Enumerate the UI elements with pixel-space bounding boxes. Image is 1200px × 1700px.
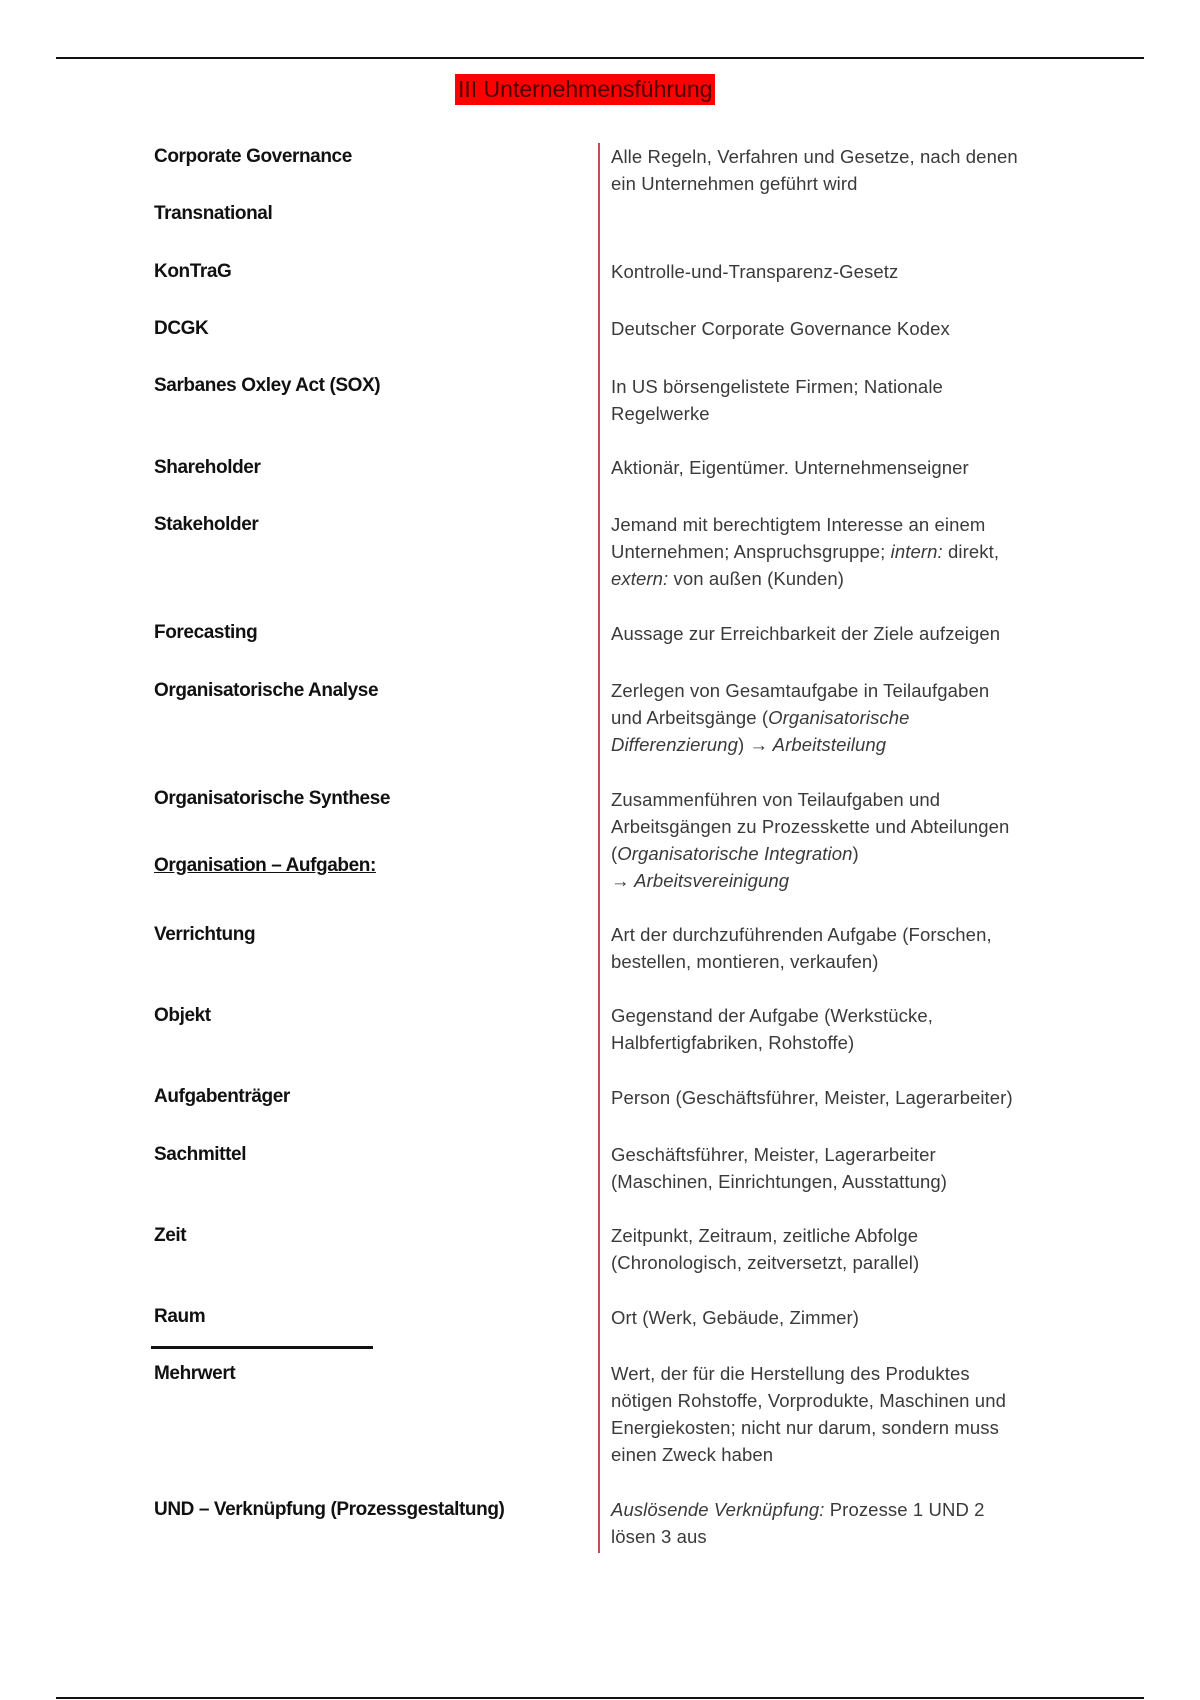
def-corporate-governance: Alle Regeln, Verfahren und Gesetze, nach denen ein Unternehmen geführt wird — [611, 146, 1018, 194]
def-mehrwert: Wert, der für die Herstellung des Produktes nötigen Rohstoffe, Vorprodukte, Maschinen und Energiekosten; nicht nur darum, sondern muss einen Zweck haben — [611, 1363, 1006, 1465]
top-rule — [56, 57, 1144, 59]
def-zeit: Zeitpunkt, Zeitraum, zeitliche Abfolge (Chronologisch, zeitversetzt, parallel) — [611, 1225, 920, 1273]
term-sachmittel: Sachmittel — [154, 1144, 247, 1165]
def-sox: In US börsengelistete Firmen; Nationale Regelwerke — [611, 376, 943, 424]
term-org-synthese: Organisatorische Synthese — [154, 788, 391, 809]
def-forecasting: Aussage zur Erreichbarkeit der Ziele aufzeigen — [611, 623, 1001, 644]
def-objekt: Gegenstand der Aufgabe (Werkstücke, Halbfertigfabriken, Rohstoffe) — [611, 1005, 933, 1053]
term-org-analyse: Organisatorische Analyse — [154, 680, 379, 701]
def-kontrag: Kontrolle-und-Transparenz-Gesetz — [611, 261, 899, 282]
column-divider — [598, 143, 600, 1553]
term-dcgk: DCGK — [154, 318, 209, 339]
def-dcgk: Deutscher Corporate Governance Kodex — [611, 318, 950, 339]
def-shareholder: Aktionär, Eigentümer. Unternehmenseigner — [611, 457, 969, 478]
term-sox: Sarbanes Oxley Act (SOX) — [154, 375, 381, 396]
section-rule — [151, 1346, 373, 1349]
def-sachmittel: Geschäftsführer, Meister, Lagerarbeiter (Maschinen, Einrichtungen, Ausstattung) — [611, 1144, 948, 1192]
term-raum: Raum — [154, 1306, 206, 1327]
term-aufgabentraeger: Aufgabenträger — [154, 1086, 290, 1107]
term-forecasting: Forecasting — [154, 622, 258, 643]
arrow-right-icon: → — [749, 734, 769, 755]
term-shareholder: Shareholder — [154, 457, 261, 478]
bottom-rule — [56, 1697, 1144, 1699]
page-title: III Unternehmensführung — [455, 74, 715, 105]
term-kontrag: KonTraG — [154, 261, 232, 282]
term-verrichtung: Verrichtung — [154, 924, 256, 945]
term-mehrwert: Mehrwert — [154, 1363, 236, 1384]
def-stakeholder: Jemand mit berechtigtem Interesse an einem Unternehmen; Anspruchsgruppe; intern: direkt, extern: von außen (Kunden) — [611, 514, 1000, 589]
def-verrichtung: Art der durchzuführenden Aufgabe (Forschen, bestellen, montieren, verkaufen) — [611, 924, 992, 972]
term-stakeholder: Stakeholder — [154, 514, 259, 535]
term-transnational: Transnational — [154, 203, 273, 224]
def-raum: Ort (Werk, Gebäude, Zimmer) — [611, 1307, 860, 1328]
term-org-aufgaben-heading: Organisation – Aufgaben: — [154, 855, 376, 876]
arrow-right-icon: → — [611, 870, 630, 891]
def-aufgabentraeger: Person (Geschäftsführer, Meister, Lagerarbeiter) — [611, 1087, 1013, 1108]
term-corporate-governance: Corporate Governance — [154, 146, 352, 167]
def-und-verknuepfung: Auslösende Verknüpfung: Prozesse 1 UND 2 lösen 3 aus — [611, 1499, 985, 1547]
term-und-verknuepfung: UND – Verknüpfung (Prozessgestaltung) — [154, 1499, 505, 1520]
term-zeit: Zeit — [154, 1225, 187, 1246]
def-org-synthese: Zusammenführen von Teilaufgaben und Arbeitsgängen zu Prozesskette und Abteilungen (Organisatorische Integration) → Arbeitsvereinigung — [611, 789, 1010, 891]
def-org-analyse: Zerlegen von Gesamtaufgabe in Teilaufgaben und Arbeitsgänge (Organisatorische Differenzierung) → Arbeitsteilung — [611, 680, 990, 755]
term-objekt: Objekt — [154, 1005, 211, 1026]
